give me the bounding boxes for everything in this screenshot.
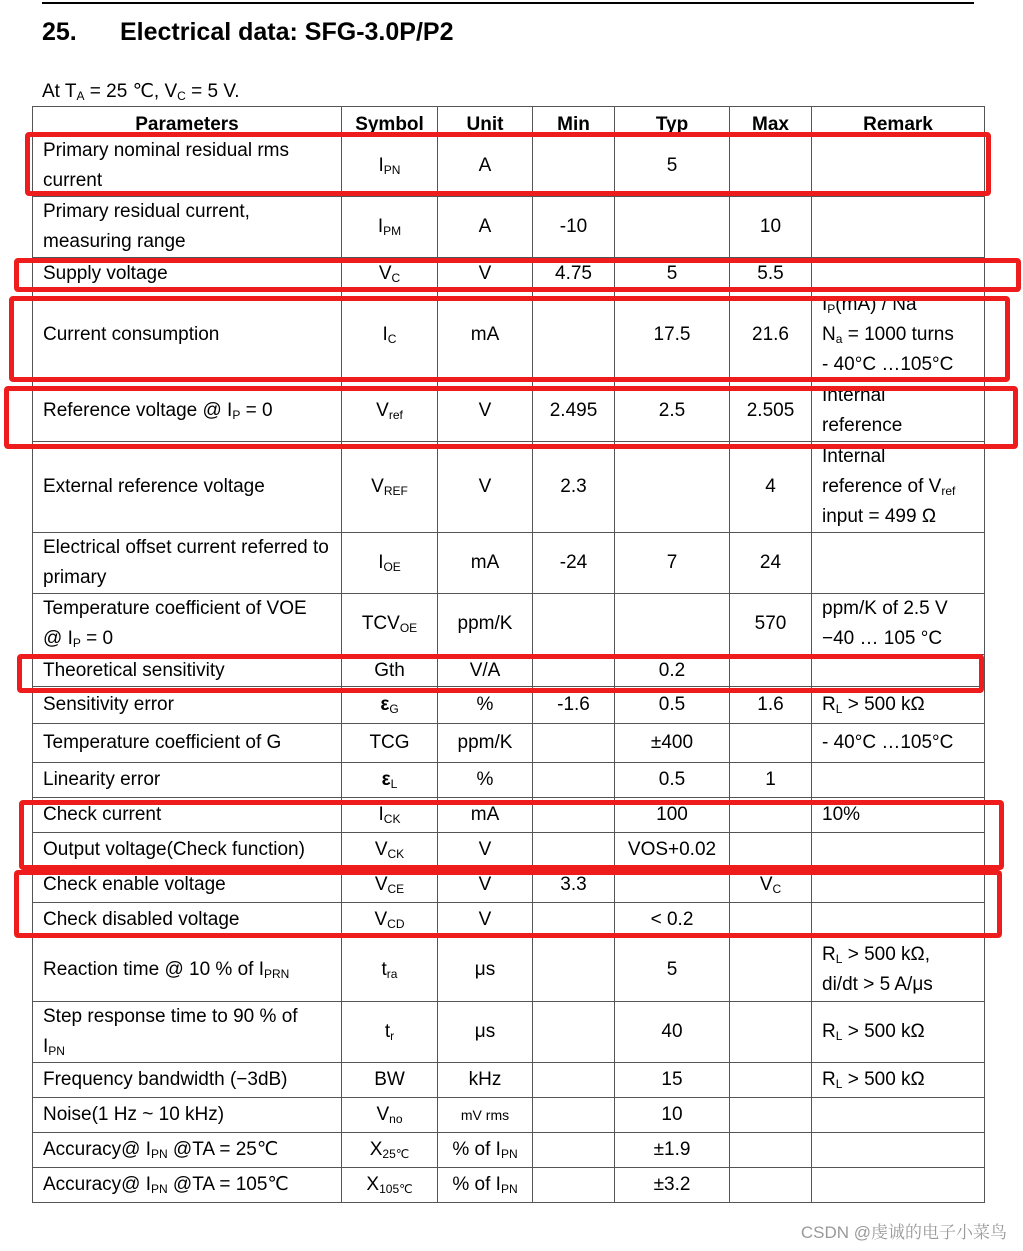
header-parameters: Parameters [33,107,342,136]
table-row: Check enable voltage $V_{CE}$ V 3.3 $V_C$ [33,868,985,903]
table-row: Accuracy@ $I_{PN}$ @TA = 105℃ $X_{105℃}$ % of $I_{PN}$ ±3.2 [33,1168,985,1203]
table-row: Theoretical sensitivity Gth V/A 0.2 [33,655,985,687]
table-row: Check disabled voltage $V_{CD}$ V < 0.2 [33,903,985,938]
section-heading [42,18,453,47]
table-row: Sensitivity error $\varepsilon_G$ % -1.6 0.5 1.6 $R_L > 500$ kΩ [33,687,985,724]
table-row: Current consumption $I_C$ mA 17.5 21.6 $I_P(mA)$ / Na $N_a = 1000$ turns - 40°C …105°C [33,290,985,381]
watermark: CSDN @虔诚的电子小菜鸟 [800,1223,1007,1242]
table-row: Accuracy@ $I_{PN}$ @TA = 25℃ $X_{25℃}$ % of $I_{PN}$ ±1.9 [33,1133,985,1168]
table-row: Reaction time @ 10 % of $I_{PRN}$ $t_{ra}$ μs 5 $R_L > 500$ kΩ, di/dt > 5 A/μs [33,938,985,1002]
test-conditions: At $T_A = 25$ ℃, $V_C = 5$ V. [42,81,240,103]
table-row: Supply voltage $V_C$ V 4.75 5 5.5 [33,258,985,290]
table-row: Linearity error $\varepsilon_L$ % 0.5 1 [33,763,985,798]
table-row: Output voltage(Check function) $V_{CK}$ V VOS+0.02 [33,833,985,868]
section-title: Electrical data: SFG-3.0P/P2 [120,18,454,46]
electrical-data-table [32,106,985,1203]
header-remark: Remark [812,107,985,136]
table-row: Check current $I_{CK}$ mA 100 10% [33,798,985,833]
section-number: 25. [42,18,77,46]
table-row: Temperature coefficient of VOE @ $I_P = 0$ $TCV_{OE}$ ppm/K 570 ppm/K of 2.5 V −40 … 105 °C [33,594,985,655]
table-row: Primary residual current, measuring range $I_{PM}$ A -10 10 [33,197,985,258]
table-row: Electrical offset current referred to primary $I_{OE}$ mA -24 7 24 [33,533,985,594]
top-rule [42,2,974,4]
table-row: Reference voltage @ $I_P = 0$ $V_{ref}$ V 2.495 2.5 2.505 Internal reference [33,381,985,442]
table-row: Noise(1 Hz ~ 10 kHz) $V_{no}$ mV rms 10 [33,1098,985,1133]
header-symbol: Symbol [342,107,438,136]
table-row: External reference voltage $V_{REF}$ V 2.3 4 Internal reference of $V_{ref}$ input = 499 Ω [33,442,985,533]
header-typ: Typ [615,107,730,136]
table-row: Frequency bandwidth (−3dB) BW kHz 15 $R_L > 500$ kΩ [33,1063,985,1098]
header-max: Max [730,107,812,136]
table-row: Step response time to 90 % of $I_{PN}$ $t_r$ μs 40 $R_L > 500$ kΩ [33,1002,985,1063]
table-header-row [33,107,985,136]
table-row: Temperature coefficient of G TCG ppm/K ±400 - 40°C …105°C [33,724,985,763]
header-min: Min [533,107,615,136]
header-unit: Unit [438,107,533,136]
table-row: Primary nominal residual rms current $I_{PN}$ A 5 [33,136,985,197]
